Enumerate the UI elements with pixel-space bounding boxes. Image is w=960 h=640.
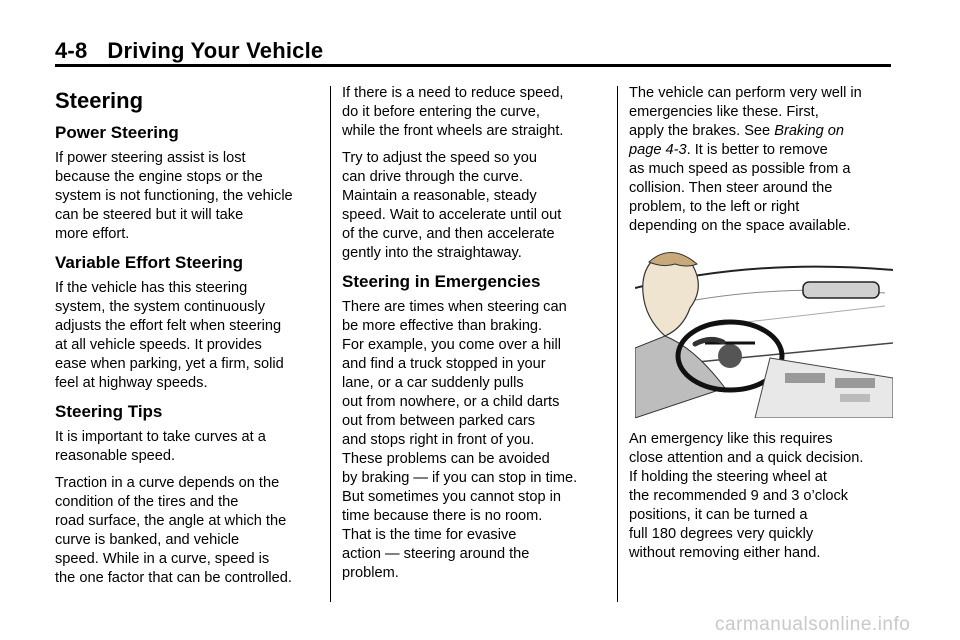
column-divider [330, 86, 331, 602]
paragraph: It is important to take curves at a reasonable speed. [55, 429, 266, 464]
paragraph: If power steering assist is lost because the engine stops or the system is not functioning, the vehicle can be steered but it will take more effort. [55, 150, 293, 242]
column-left [55, 84, 323, 596]
paragraph: Try to adjust the speed so you can drive through the curve. Maintain a reasonable, steady speed. Wait to accelerate until out of the curve, and then accelerate gently into the straightaway. [342, 150, 562, 261]
paragraph [629, 84, 891, 236]
paragraph: If the vehicle has this steering system, the system continuously adjusts the effort felt when steering at all vehicle speeds. It provides ease when parking, yet a firm, solid feel at highway speeds. [55, 280, 284, 391]
paragraph: An emergency like this requires close attention and a quick decision. If holding the steering wheel at the recommended 9 and 3 o’clock positions, it can be turned a full 180 degrees very quickly without removing either hand. [629, 431, 864, 561]
page-header [55, 38, 323, 64]
heading-variable-effort: Variable Effort Steering [55, 253, 243, 272]
watermark: carmanualsonline.info [715, 614, 911, 635]
section-title: Driving Your Vehicle [107, 38, 324, 63]
page-title: Steering [55, 88, 144, 113]
header-rule [55, 64, 891, 67]
text-run: The vehicle can perform very well in emergencies like these. First, apply the brakes. See [629, 85, 862, 139]
driver-illustration [635, 248, 893, 418]
paragraph: Traction in a curve depends on the condition of the tires and the road surface, the angle at which the curve is banked, and vehicle speed. While in a curve, speed is the one factor that can be controlled. [55, 475, 292, 586]
column-middle [342, 84, 610, 591]
column-right [629, 84, 891, 571]
text-run: . It is better to remove as much speed as possible from a collision. Then steer around the problem, to the left or right depending on the space available. [629, 142, 851, 234]
heading-power-steering: Power Steering [55, 123, 179, 142]
paragraph: There are times when steering can be more effective than braking. For example, you come over a hill and find a truck stopped in your lane, or a car suddenly pulls out from nowhere, or a child darts out from between parked cars and stops right in front of you. These problems can be avoided by braking — if you can stop in time. But sometimes you cannot stop in time because there is no room. That is the time for evasive action — steering around the problem. [342, 299, 578, 581]
heading-steering-tips: Steering Tips [55, 402, 163, 421]
cross-reference-link[interactable]: Braking on page 4-3 [629, 123, 844, 158]
page-number: 4-8 [55, 38, 88, 63]
paragraph: If there is a need to reduce speed, do it before entering the curve, while the front wheels are straight. [342, 85, 564, 139]
column-divider [617, 86, 618, 602]
heading-steering-emergencies: Steering in Emergencies [342, 272, 541, 291]
